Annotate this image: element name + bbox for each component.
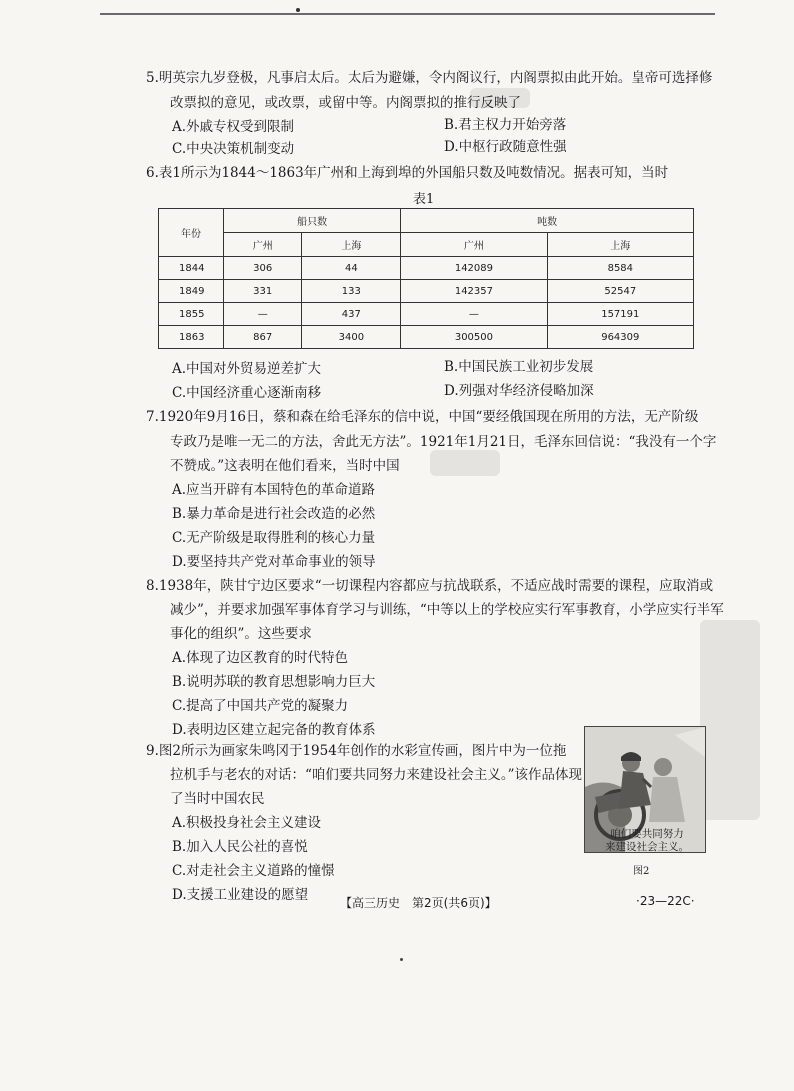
q8-stem-line-1: 8.1938年，陕甘宁边区要求“一切课程内容都应与抗战联系，不适应战时需要的课程，应取消或: [146, 578, 714, 594]
table-row: [159, 303, 694, 326]
q5-option-c[interactable]: C.中央决策机制变动: [172, 141, 295, 157]
page-footer-center: 【高三历史 第2页(共6页)】: [340, 896, 497, 910]
q5-stem-line-2: 改票拟的意见，或改票，或留中等。内阁票拟的推行反映了: [170, 95, 521, 111]
table-cell: 52547: [547, 280, 693, 303]
table-cell: 133: [302, 280, 401, 303]
table-cell: 1849: [159, 280, 224, 303]
page-footer-code: ·23—22C·: [636, 894, 695, 908]
q9-stem-line-1: 9.图2所示为画家朱鸣冈于1954年创作的水彩宣传画，图片中为一位拖: [146, 743, 567, 759]
top-scan-dot: [296, 8, 300, 12]
ship-data-table: [158, 208, 694, 349]
q9-option-d[interactable]: D.支援工业建设的愿望: [172, 887, 309, 903]
scan-blotch: [700, 620, 760, 820]
q8-stem-line-2: 减少”，并要求加强军事体育学习与训练，“中等以上的学校应实行军事教育，小学应实行半军: [170, 602, 724, 618]
sub-header-guangzhou: 广州: [401, 233, 547, 257]
table-cell: 437: [302, 303, 401, 326]
table-cell: 1844: [159, 257, 224, 280]
q9-option-a[interactable]: A.积极投身社会主义建设: [172, 815, 322, 831]
table-row: [159, 257, 694, 280]
ships-group-header: 船只数: [224, 209, 401, 233]
q7-option-d[interactable]: D.要坚持共产党对革命事业的领导: [172, 554, 376, 570]
top-scan-line: [100, 13, 715, 15]
figure-caption-line-1: 咱们要共同努力: [610, 828, 684, 840]
q5-option-b[interactable]: B.君主权力开始旁落: [444, 117, 567, 133]
q7-stem-line-1: 7.1920年9月16日，蔡和森在给毛泽东的信中说，中国“要经俄国现在所用的方法，无产阶级: [146, 409, 699, 425]
q9-stem-line-3: 了当时中国农民: [170, 791, 265, 807]
scan-speck: [400, 958, 403, 961]
q7-stem-line-2: 专政乃是唯一无二的方法，舍此无方法”。1921年1月21日，毛泽东回信说：“我没有一个字: [170, 434, 717, 450]
table-cell: 331: [224, 280, 302, 303]
q6-option-a[interactable]: A.中国对外贸易逆差扩大: [172, 361, 322, 377]
table-cell: 964309: [547, 326, 693, 349]
q6-option-c[interactable]: C.中国经济重心逐渐南移: [172, 385, 322, 401]
figure-label: 图2: [633, 866, 650, 877]
q7-option-a[interactable]: A.应当开辟有本国特色的革命道路: [172, 482, 376, 498]
q9-stem-line-2: 拉机手与老农的对话：“咱们要共同努力来建设社会主义。”该作品体现: [170, 767, 583, 783]
year-header: 年份: [159, 209, 224, 257]
q8-option-d[interactable]: D.表明边区建立起完备的教育体系: [172, 722, 376, 738]
tonnage-group-header: 吨数: [401, 209, 694, 233]
table-row: [159, 326, 694, 349]
table-cell: 867: [224, 326, 302, 349]
q6-stem: 6.表1所示为1844～1863年广州和上海到埠的外国船只数及吨数情况。据表可知，当时: [146, 165, 669, 181]
table-cell: 300500: [401, 326, 547, 349]
table-cell: 1855: [159, 303, 224, 326]
q9-option-b[interactable]: B.加入人民公社的喜悦: [172, 839, 308, 855]
q8-option-b[interactable]: B.说明苏联的教育思想影响力巨大: [172, 674, 376, 690]
q7-option-c[interactable]: C.无产阶级是取得胜利的核心力量: [172, 530, 376, 546]
table-cell: 306: [224, 257, 302, 280]
figure-caption-line-2: 来建设社会主义。: [605, 841, 689, 853]
scan-blotch: [430, 450, 500, 476]
table-cell: 3400: [302, 326, 401, 349]
q7-option-b[interactable]: B.暴力革命是进行社会改造的必然: [172, 506, 376, 522]
q7-stem-line-3: 不赞成。”这表明在他们看来，当时中国: [170, 458, 400, 474]
sub-header-shanghai: 上海: [547, 233, 693, 257]
q5-option-a[interactable]: A.外戚专权受到限制: [172, 119, 295, 135]
figure-caption: [592, 828, 702, 854]
q8-option-a[interactable]: A.体现了边区教育的时代特色: [172, 650, 349, 666]
table-title: 表1: [413, 192, 435, 207]
q5-stem-line-1: 5.明英宗九岁登极，凡事启太后。太后为避嫌，令内阁议行，内阁票拟由此开始。皇帝可选择修: [146, 70, 713, 86]
q6-option-d[interactable]: D.列强对华经济侵略加深: [444, 383, 594, 399]
q8-stem-line-3: 事化的组织”。这些要求: [170, 626, 312, 642]
q6-option-b[interactable]: B.中国民族工业初步发展: [444, 359, 594, 375]
table-cell: 44: [302, 257, 401, 280]
table-cell: 142089: [401, 257, 547, 280]
sub-header-shanghai: 上海: [302, 233, 401, 257]
table-cell: 1863: [159, 326, 224, 349]
table-cell: 157191: [547, 303, 693, 326]
table-cell: 142357: [401, 280, 547, 303]
table-cell: 8584: [547, 257, 693, 280]
table-cell: —: [224, 303, 302, 326]
q9-option-c[interactable]: C.对走社会主义道路的憧憬: [172, 863, 335, 879]
table-row: [159, 280, 694, 303]
sub-header-guangzhou: 广州: [224, 233, 302, 257]
table-cell: —: [401, 303, 547, 326]
q8-option-c[interactable]: C.提高了中国共产党的凝聚力: [172, 698, 349, 714]
q5-option-d[interactable]: D.中枢行政随意性强: [444, 139, 567, 155]
